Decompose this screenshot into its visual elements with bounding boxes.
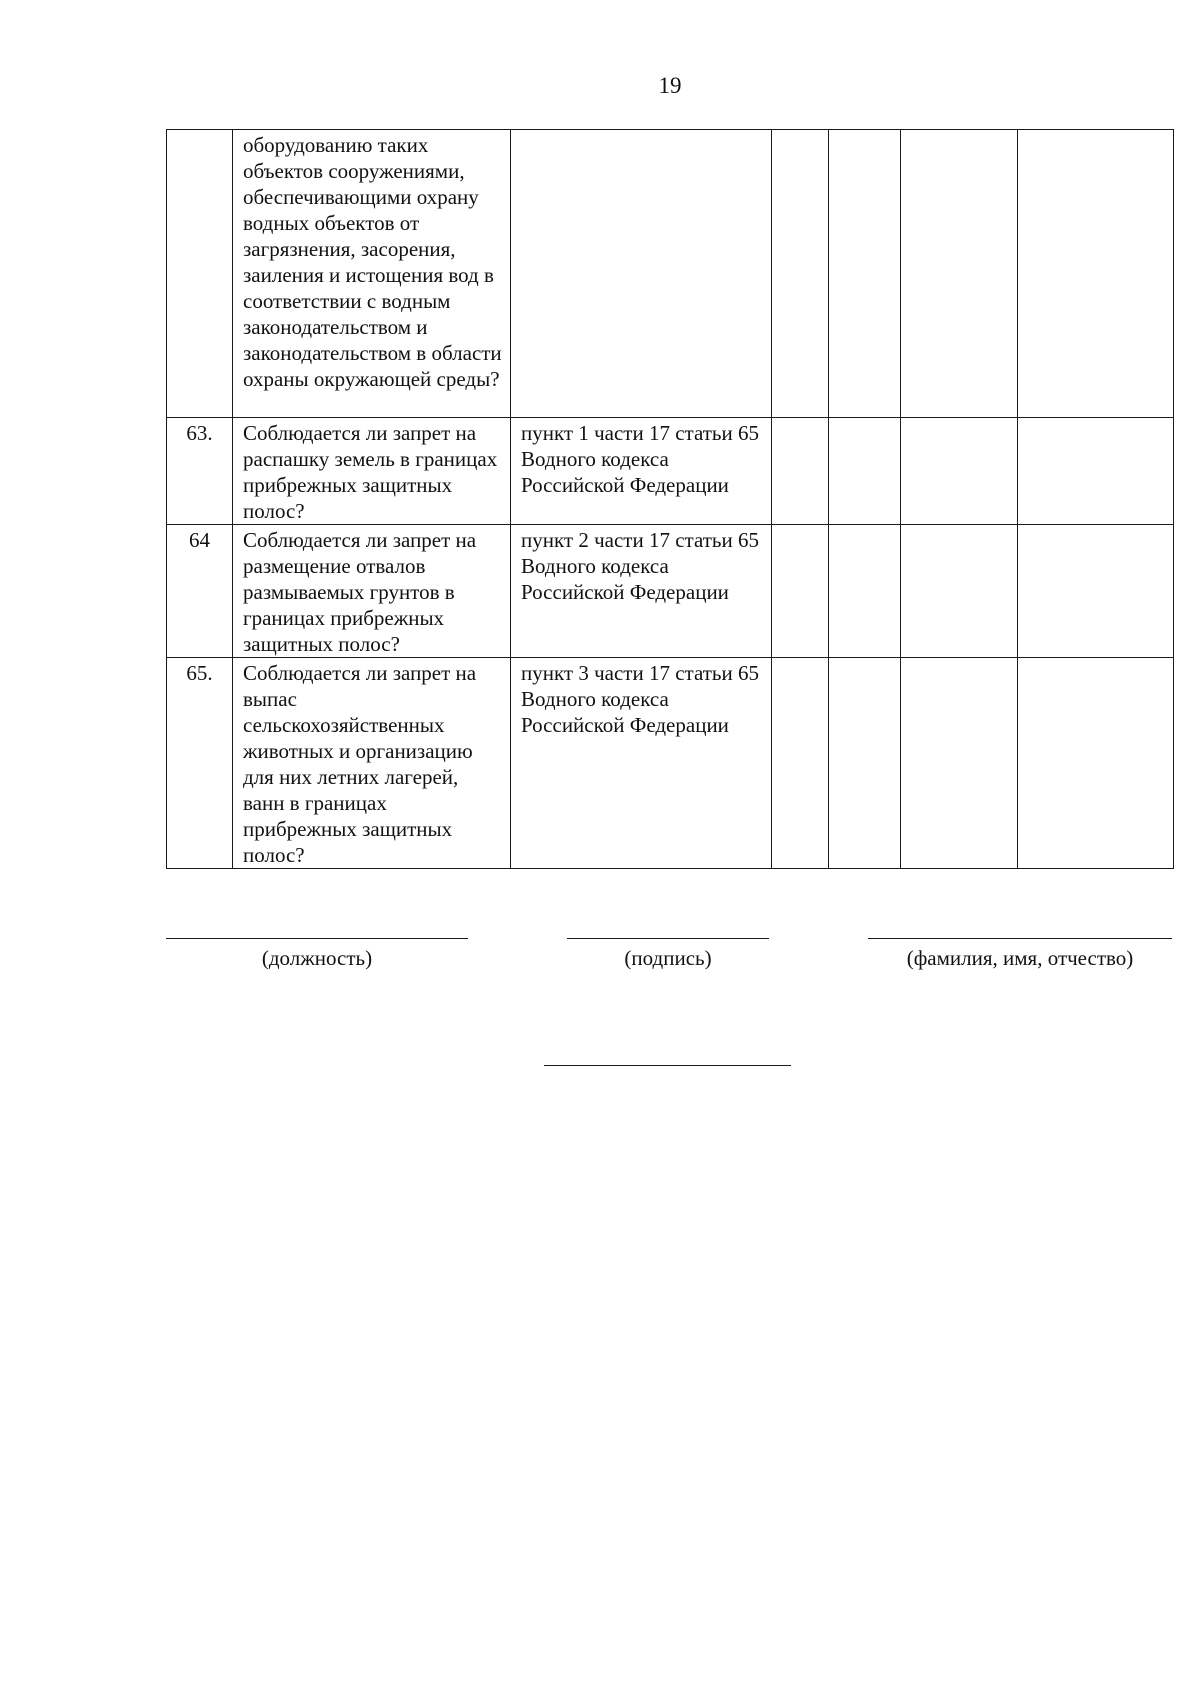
answer-cell[interactable] — [1018, 130, 1174, 418]
answer-cell[interactable] — [829, 525, 901, 658]
answer-cell[interactable] — [772, 418, 829, 525]
row-question: оборудованию таких объектов сооружениями, обеспечивающими охрану водных объектов от загрязнения, засорения, заиления и истощения вод в соответствии с водным законодательством и законодательством в области охраны окружающей среды? — [233, 130, 511, 418]
row-question: Соблюдается ли запрет на размещение отвалов размываемых грунтов в границах прибрежных защитных полос? — [233, 525, 511, 658]
signature-block — [0, 938, 1200, 998]
row-reference: пункт 3 части 17 статьи 65 Водного кодекса Российской Федерации — [511, 658, 772, 869]
page-number: 19 — [658, 73, 682, 98]
answer-cell[interactable] — [1018, 418, 1174, 525]
answer-cell[interactable] — [901, 418, 1018, 525]
fullname-signature-line[interactable] — [868, 938, 1172, 969]
answer-cell[interactable] — [829, 658, 901, 869]
row-reference — [511, 130, 772, 418]
answer-cell[interactable] — [829, 130, 901, 418]
row-number: 65. — [167, 658, 233, 869]
answer-cell[interactable] — [901, 525, 1018, 658]
table-row — [167, 525, 1174, 658]
table-row — [167, 418, 1174, 525]
row-number — [167, 130, 233, 418]
answer-cell[interactable] — [901, 658, 1018, 869]
answer-cell[interactable] — [772, 130, 829, 418]
row-number: 63. — [167, 418, 233, 525]
row-question: Соблюдается ли запрет на выпас сельскохозяйственных животных и организацию для них летних лагерей, ванн в границах прибрежных защитных полос? — [233, 658, 511, 869]
table-row — [167, 658, 1174, 869]
fullname-label: (фамилия, имя, отчество) — [906, 946, 1134, 970]
row-reference: пункт 1 части 17 статьи 65 Водного кодекса Российской Федерации — [511, 418, 772, 525]
answer-cell[interactable] — [772, 525, 829, 658]
row-reference: пункт 2 части 17 статьи 65 Водного кодекса Российской Федерации — [511, 525, 772, 658]
answer-cell[interactable] — [1018, 525, 1174, 658]
signature-line[interactable] — [567, 938, 769, 969]
checklist-table — [166, 129, 1174, 869]
answer-cell[interactable] — [829, 418, 901, 525]
position-label: (должность) — [261, 946, 373, 970]
table-row — [167, 130, 1174, 418]
signature-label: (подпись) — [624, 946, 712, 970]
row-number: 64 — [167, 525, 233, 658]
end-divider — [544, 1065, 791, 1066]
row-question: Соблюдается ли запрет на распашку земель в границах прибрежных защитных полос? — [233, 418, 511, 525]
position-signature-line[interactable] — [166, 938, 468, 969]
answer-cell[interactable] — [1018, 658, 1174, 869]
answer-cell[interactable] — [901, 130, 1018, 418]
answer-cell[interactable] — [772, 658, 829, 869]
